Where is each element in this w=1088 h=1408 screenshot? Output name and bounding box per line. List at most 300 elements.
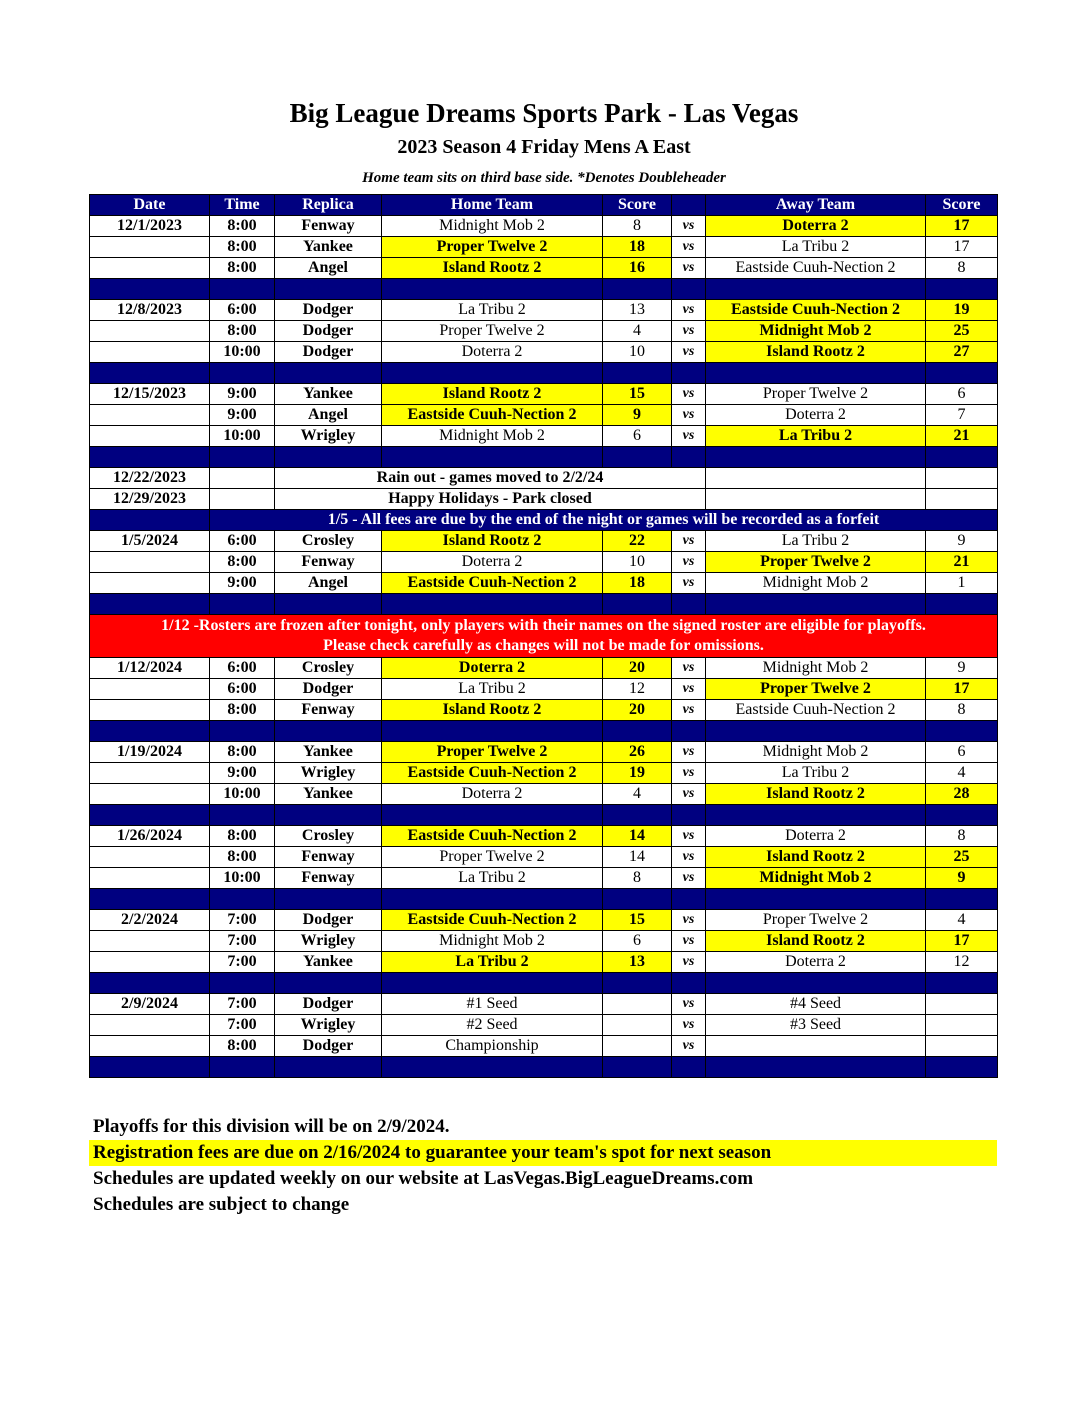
page-subtitle: 2023 Season 4 Friday Mens A East [397, 136, 691, 158]
game-row [90, 342, 998, 363]
home-team-cell: Doterra 2 [382, 658, 603, 679]
vs-cell: vs [672, 784, 706, 805]
separator-cell [275, 721, 382, 742]
header-home-team: Home Team [382, 195, 603, 216]
home-team-cell: Island Rootz 2 [382, 258, 603, 279]
header-away-team: Away Team [706, 195, 926, 216]
separator-cell [706, 973, 926, 994]
away-score-cell: 21 [926, 552, 998, 573]
time-cell: 7:00 [210, 1015, 275, 1036]
week-separator [90, 363, 998, 384]
time-cell: 7:00 [210, 910, 275, 931]
roster-notice-line: 1/12 -Rosters are frozen after tonight, only players with their names on the signed roster are eligible for playoffs. [161, 617, 926, 634]
date-cell: 2/2/2024 [90, 910, 210, 931]
home-score-cell [603, 1036, 672, 1057]
away-team-cell: Midnight Mob 2 [706, 321, 926, 342]
separator-cell [210, 973, 275, 994]
away-team-cell: Doterra 2 [706, 952, 926, 973]
vs-cell: vs [672, 573, 706, 594]
message-cell: Rain out - games moved to 2/2/24 [275, 468, 706, 489]
separator-cell [90, 1057, 210, 1078]
vs-cell: vs [672, 742, 706, 763]
separator-cell [706, 363, 926, 384]
time-cell: 6:00 [210, 658, 275, 679]
vs-cell: vs [672, 552, 706, 573]
separator-cell [706, 805, 926, 826]
away-score-cell [926, 1015, 998, 1036]
vs-cell: vs [672, 679, 706, 700]
date-cell: 12/22/2023 [90, 468, 210, 489]
home-team-cell: Eastside Cuuh-Nection 2 [382, 763, 603, 784]
game-row [90, 868, 998, 889]
date-cell: 12/8/2023 [90, 300, 210, 321]
field-cell: Fenway [275, 868, 382, 889]
message-cell: Happy Holidays - Park closed [275, 489, 706, 510]
home-team-cell: La Tribu 2 [382, 952, 603, 973]
separator-cell [706, 889, 926, 910]
time-cell: 10:00 [210, 426, 275, 447]
schedule-body [90, 216, 998, 1078]
separator-cell [275, 889, 382, 910]
date-cell: 2/9/2024 [90, 994, 210, 1015]
header-away-score: Score [926, 195, 998, 216]
footer-subject-to-change: Schedules are subject to change [93, 1194, 350, 1215]
vs-cell: vs [672, 426, 706, 447]
date-cell: 1/19/2024 [90, 742, 210, 763]
time-cell: 6:00 [210, 531, 275, 552]
field-cell: Dodger [275, 994, 382, 1015]
game-row [90, 994, 998, 1015]
separator-cell [382, 594, 603, 615]
notice-cell: 1/5 - All fees are due by the end of the night or games will be recorded as a forfeit [210, 510, 998, 531]
vs-cell: vs [672, 237, 706, 258]
vs-cell: vs [672, 384, 706, 405]
time-cell: 9:00 [210, 384, 275, 405]
field-cell: Angel [275, 405, 382, 426]
field-cell: Angel [275, 258, 382, 279]
vs-cell: vs [672, 258, 706, 279]
home-team-cell: #1 Seed [382, 994, 603, 1015]
separator-cell [672, 973, 706, 994]
week-separator [90, 594, 998, 615]
game-row [90, 1015, 998, 1036]
away-team-cell: Eastside Cuuh-Nection 2 [706, 300, 926, 321]
away-score-cell: 27 [926, 342, 998, 363]
separator-cell [210, 805, 275, 826]
field-cell: Fenway [275, 700, 382, 721]
away-team-cell: Doterra 2 [706, 405, 926, 426]
away-team-cell: Midnight Mob 2 [706, 658, 926, 679]
game-row [90, 237, 998, 258]
separator-cell [926, 721, 998, 742]
separator-cell [603, 447, 672, 468]
field-cell: Yankee [275, 237, 382, 258]
game-row [90, 763, 998, 784]
date-cell [90, 342, 210, 363]
away-team-cell: Island Rootz 2 [706, 342, 926, 363]
separator-cell [90, 363, 210, 384]
home-score-cell: 13 [603, 952, 672, 973]
separator-cell [382, 1057, 603, 1078]
away-score-cell: 6 [926, 742, 998, 763]
home-score-cell: 9 [603, 405, 672, 426]
separator-cell [382, 973, 603, 994]
separator-cell [706, 594, 926, 615]
away-score-cell: 25 [926, 847, 998, 868]
vs-cell: vs [672, 342, 706, 363]
header-home-score: Score [603, 195, 672, 216]
game-row [90, 552, 998, 573]
separator-cell [926, 594, 998, 615]
game-row [90, 405, 998, 426]
time-cell: 7:00 [210, 994, 275, 1015]
field-cell: Yankee [275, 742, 382, 763]
away-team-cell: Island Rootz 2 [706, 784, 926, 805]
separator-cell [382, 721, 603, 742]
vs-cell: vs [672, 763, 706, 784]
away-team-cell: La Tribu 2 [706, 237, 926, 258]
field-cell: Fenway [275, 847, 382, 868]
away-team-cell: Midnight Mob 2 [706, 573, 926, 594]
time-cell: 8:00 [210, 1036, 275, 1057]
separator-cell [603, 363, 672, 384]
away-score-cell: 8 [926, 258, 998, 279]
date-cell: 1/5/2024 [90, 531, 210, 552]
separator-cell [275, 805, 382, 826]
away-score-cell: 21 [926, 426, 998, 447]
game-row [90, 384, 998, 405]
separator-cell [90, 973, 210, 994]
date-cell: 12/1/2023 [90, 216, 210, 237]
away-team-cell: La Tribu 2 [706, 763, 926, 784]
separator-cell [926, 447, 998, 468]
home-team-cell: Doterra 2 [382, 784, 603, 805]
separator-cell [382, 805, 603, 826]
week-separator [90, 805, 998, 826]
field-cell: Dodger [275, 300, 382, 321]
home-team-cell: Island Rootz 2 [382, 531, 603, 552]
home-score-cell: 8 [603, 868, 672, 889]
field-cell: Crosley [275, 658, 382, 679]
time-cell: 8:00 [210, 826, 275, 847]
vs-cell: vs [672, 531, 706, 552]
time-cell: 8:00 [210, 847, 275, 868]
date-cell: 12/29/2023 [90, 489, 210, 510]
home-score-cell: 6 [603, 426, 672, 447]
date-cell [90, 784, 210, 805]
vs-cell: vs [672, 321, 706, 342]
date-cell [90, 321, 210, 342]
away-score-cell [926, 468, 998, 489]
away-team-cell: Island Rootz 2 [706, 931, 926, 952]
fees-notice-row [90, 510, 998, 531]
separator-cell [603, 889, 672, 910]
separator-cell [603, 279, 672, 300]
date-cell [90, 573, 210, 594]
separator-cell [926, 1057, 998, 1078]
week-separator [90, 889, 998, 910]
away-score-cell: 7 [926, 405, 998, 426]
home-score-cell: 16 [603, 258, 672, 279]
away-score-cell: 4 [926, 910, 998, 931]
away-score-cell: 12 [926, 952, 998, 973]
separator-cell [382, 447, 603, 468]
away-team-cell: #4 Seed [706, 994, 926, 1015]
separator-cell [275, 279, 382, 300]
field-cell: Crosley [275, 531, 382, 552]
game-row [90, 847, 998, 868]
date-cell [90, 426, 210, 447]
time-cell: 9:00 [210, 573, 275, 594]
home-score-cell: 12 [603, 679, 672, 700]
roster-notice-row [90, 615, 998, 658]
field-cell: Dodger [275, 321, 382, 342]
time-cell: 8:00 [210, 700, 275, 721]
time-cell: 8:00 [210, 237, 275, 258]
time-cell: 10:00 [210, 342, 275, 363]
field-cell: Yankee [275, 952, 382, 973]
time-cell: 8:00 [210, 742, 275, 763]
home-team-cell: Championship [382, 1036, 603, 1057]
home-team-cell: #2 Seed [382, 1015, 603, 1036]
away-team-cell: Island Rootz 2 [706, 847, 926, 868]
field-cell: Dodger [275, 342, 382, 363]
date-cell [90, 868, 210, 889]
field-cell: Yankee [275, 784, 382, 805]
date-cell [90, 552, 210, 573]
home-score-cell: 20 [603, 658, 672, 679]
separator-cell [90, 889, 210, 910]
vs-cell: vs [672, 1036, 706, 1057]
away-score-cell: 6 [926, 384, 998, 405]
separator-cell [90, 805, 210, 826]
away-team-cell: La Tribu 2 [706, 531, 926, 552]
away-team-cell [706, 1036, 926, 1057]
date-cell: 12/15/2023 [90, 384, 210, 405]
home-score-cell: 18 [603, 237, 672, 258]
separator-cell [672, 721, 706, 742]
away-score-cell: 17 [926, 931, 998, 952]
vs-cell: vs [672, 847, 706, 868]
time-cell: 7:00 [210, 931, 275, 952]
header-time: Time [210, 195, 275, 216]
vs-cell: vs [672, 658, 706, 679]
vs-cell: vs [672, 826, 706, 847]
week-separator [90, 447, 998, 468]
away-score-cell: 25 [926, 321, 998, 342]
header-replica: Replica [275, 195, 382, 216]
separator-cell [210, 1057, 275, 1078]
time-cell: 6:00 [210, 679, 275, 700]
field-cell: Fenway [275, 552, 382, 573]
away-team-cell: Proper Twelve 2 [706, 384, 926, 405]
separator-cell [210, 721, 275, 742]
roster-notice-line: Please check carefully as changes will not be made for omissions. [323, 637, 764, 654]
home-team-cell: La Tribu 2 [382, 868, 603, 889]
time-cell: 8:00 [210, 321, 275, 342]
away-team-cell: Proper Twelve 2 [706, 552, 926, 573]
time-cell: 9:00 [210, 763, 275, 784]
week-separator [90, 1057, 998, 1078]
home-team-cell: Midnight Mob 2 [382, 426, 603, 447]
away-score-cell: 19 [926, 300, 998, 321]
date-cell [90, 952, 210, 973]
game-row [90, 952, 998, 973]
home-team-cell: Doterra 2 [382, 552, 603, 573]
schedule-table [89, 194, 998, 1078]
date-cell [90, 763, 210, 784]
date-cell [90, 1015, 210, 1036]
separator-cell [706, 279, 926, 300]
separator-cell [603, 973, 672, 994]
away-score-cell: 1 [926, 573, 998, 594]
field-cell: Dodger [275, 1036, 382, 1057]
time-cell: 6:00 [210, 300, 275, 321]
vs-cell: vs [672, 868, 706, 889]
field-cell: Crosley [275, 826, 382, 847]
home-score-cell: 14 [603, 847, 672, 868]
separator-cell [926, 363, 998, 384]
date-cell [90, 405, 210, 426]
separator-cell [275, 363, 382, 384]
time-cell: 9:00 [210, 405, 275, 426]
away-score-cell: 28 [926, 784, 998, 805]
home-team-cell: Eastside Cuuh-Nection 2 [382, 826, 603, 847]
time-cell: 10:00 [210, 868, 275, 889]
game-row [90, 426, 998, 447]
home-score-cell: 20 [603, 700, 672, 721]
separator-cell [926, 889, 998, 910]
game-row [90, 784, 998, 805]
separator-cell [275, 594, 382, 615]
game-row [90, 216, 998, 237]
vs-cell: vs [672, 216, 706, 237]
home-team-cell: Eastside Cuuh-Nection 2 [382, 910, 603, 931]
message-row [90, 489, 998, 510]
time-cell: 8:00 [210, 552, 275, 573]
game-row [90, 321, 998, 342]
home-team-cell: Proper Twelve 2 [382, 237, 603, 258]
home-score-cell: 13 [603, 300, 672, 321]
separator-cell [90, 594, 210, 615]
field-cell: Fenway [275, 216, 382, 237]
week-separator [90, 279, 998, 300]
vs-cell: vs [672, 952, 706, 973]
home-score-cell [603, 994, 672, 1015]
game-row [90, 258, 998, 279]
away-score-cell: 9 [926, 531, 998, 552]
time-cell [210, 468, 275, 489]
separator-cell [382, 363, 603, 384]
date-cell [90, 679, 210, 700]
date-cell [90, 847, 210, 868]
separator-cell [926, 805, 998, 826]
vs-cell: vs [672, 994, 706, 1015]
game-row [90, 826, 998, 847]
away-team-cell: Doterra 2 [706, 216, 926, 237]
home-team-cell: Midnight Mob 2 [382, 931, 603, 952]
home-score-cell: 10 [603, 552, 672, 573]
field-cell: Wrigley [275, 1015, 382, 1036]
home-score-cell: 15 [603, 910, 672, 931]
time-cell [210, 489, 275, 510]
separator-cell [210, 594, 275, 615]
home-score-cell: 4 [603, 321, 672, 342]
game-row [90, 531, 998, 552]
field-cell: Wrigley [275, 763, 382, 784]
away-team-cell: Midnight Mob 2 [706, 742, 926, 763]
separator-cell [926, 279, 998, 300]
separator-cell [382, 279, 603, 300]
away-score-cell: 17 [926, 679, 998, 700]
vs-cell: vs [672, 700, 706, 721]
footer-registration: Registration fees are due on 2/16/2024 to guarantee your team's spot for next season [89, 1140, 997, 1166]
separator-cell [672, 363, 706, 384]
away-score-cell [926, 994, 998, 1015]
date-cell [90, 700, 210, 721]
home-score-cell: 10 [603, 342, 672, 363]
date-cell [90, 237, 210, 258]
separator-cell [90, 279, 210, 300]
separator-cell [672, 1057, 706, 1078]
field-cell: Dodger [275, 910, 382, 931]
field-cell: Angel [275, 573, 382, 594]
home-score-cell: 15 [603, 384, 672, 405]
away-team-cell: #3 Seed [706, 1015, 926, 1036]
game-row [90, 1036, 998, 1057]
field-cell: Yankee [275, 384, 382, 405]
date-cell [90, 510, 210, 531]
away-score-cell [926, 489, 998, 510]
home-score-cell: 22 [603, 531, 672, 552]
footer-playoffs: Playoffs for this division will be on 2/9/2024. [93, 1116, 450, 1137]
home-score-cell: 26 [603, 742, 672, 763]
separator-cell [926, 973, 998, 994]
game-row [90, 931, 998, 952]
home-score-cell: 4 [603, 784, 672, 805]
separator-cell [706, 1057, 926, 1078]
separator-cell [672, 805, 706, 826]
separator-cell [672, 447, 706, 468]
vs-cell: vs [672, 910, 706, 931]
home-team-cell: Proper Twelve 2 [382, 321, 603, 342]
field-cell: Wrigley [275, 426, 382, 447]
field-cell: Dodger [275, 679, 382, 700]
away-team-cell: Doterra 2 [706, 826, 926, 847]
time-cell: 10:00 [210, 784, 275, 805]
separator-cell [275, 447, 382, 468]
separator-cell [90, 721, 210, 742]
roster-notice-cell [90, 615, 998, 658]
home-team-cell: La Tribu 2 [382, 679, 603, 700]
away-team-cell: Midnight Mob 2 [706, 868, 926, 889]
away-team-cell: Proper Twelve 2 [706, 910, 926, 931]
date-cell [90, 931, 210, 952]
game-row [90, 742, 998, 763]
home-score-cell: 14 [603, 826, 672, 847]
away-team-cell: Eastside Cuuh-Nection 2 [706, 700, 926, 721]
home-score-cell: 6 [603, 931, 672, 952]
separator-cell [90, 447, 210, 468]
week-separator [90, 973, 998, 994]
separator-cell [210, 889, 275, 910]
vs-cell: vs [672, 1015, 706, 1036]
away-score-cell [926, 1036, 998, 1057]
away-score-cell: 9 [926, 868, 998, 889]
away-score-cell: 17 [926, 216, 998, 237]
separator-cell [382, 889, 603, 910]
game-row [90, 300, 998, 321]
